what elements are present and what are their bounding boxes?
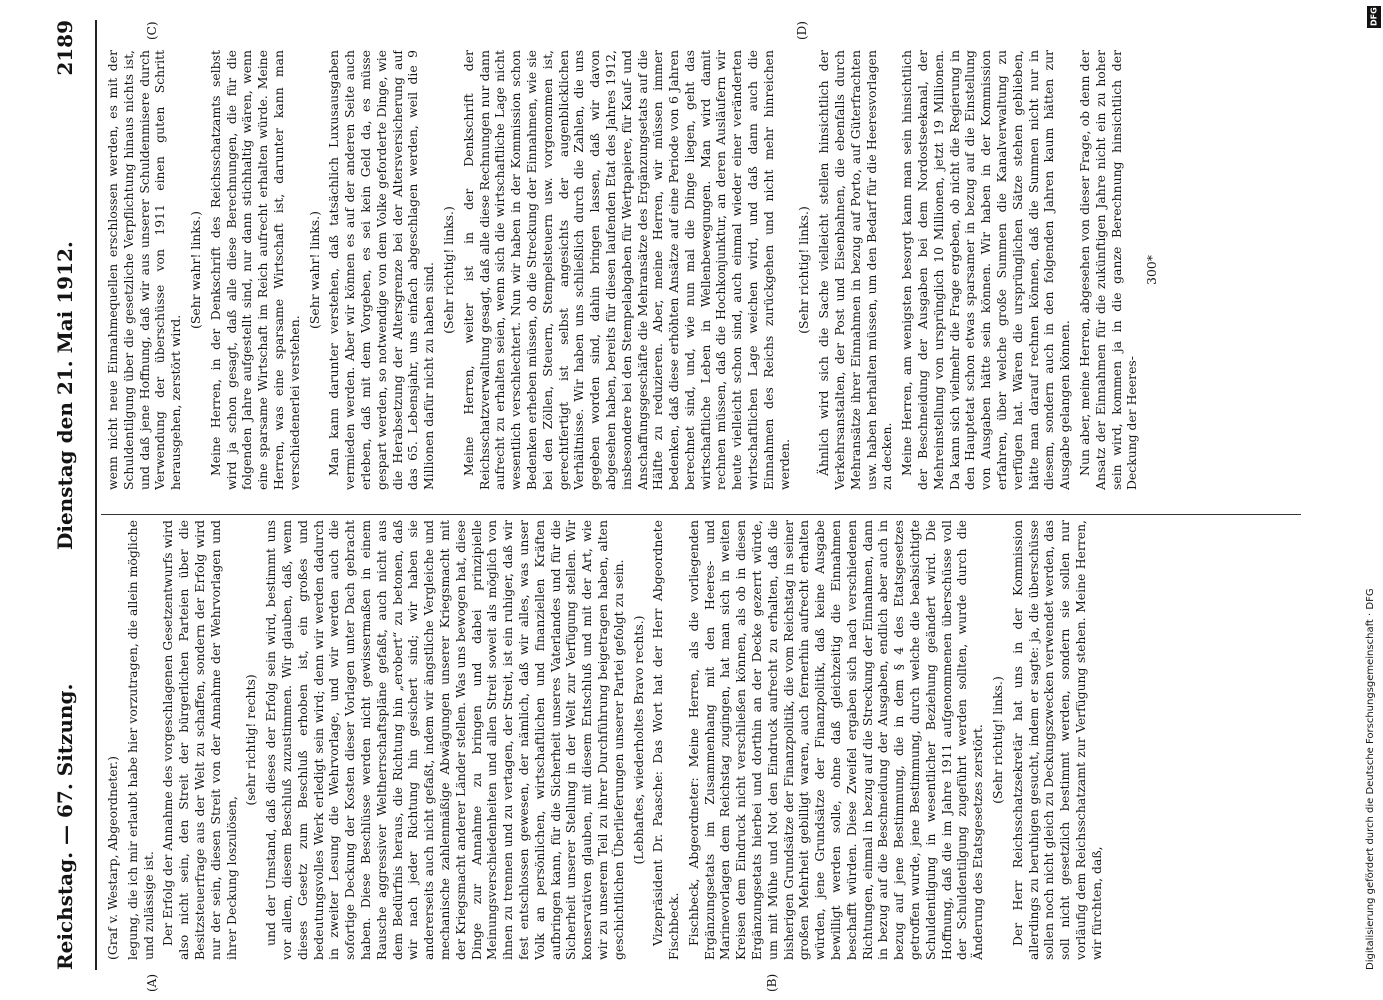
paragraph: wenn nicht neue Einnahmequellen erschlossen werden, es mit der Schuldentilgung über die gesetzliche Verpflichtung hinaus nichts ist, und daß jene Hoffnung, daß wir aus unserer Schuldenmisere durch Verwendung der überschüsse von 1911 einen guten Schritt herausgehen, zerstört wird. [105, 50, 184, 490]
margin-marker-a: (A) [145, 973, 159, 992]
header-rule [95, 20, 97, 970]
paragraph: Man kann darunter verstehen, daß tatsächlich Luxusausgaben vermieden werden. Aber wir können es auf der anderen Seite auch erleben, daß mit dem Vorgeben, es sei kein Geld da, es müsse gespart werden, so notwendige von dem Volke geforderte Dinge, wie die Herabsetzung der Altersgrenze bei der Altersversicherung auf das 65. Lebensjahr, uns einfach abgeschlagen werden, weil die 9 Millionen dafür nicht zu haben sind. [326, 50, 437, 490]
interjection: (Sehr wahr! links.) [187, 211, 203, 329]
sidebar-credit [1363, 0, 1383, 1000]
paragraph: Der Herr Reichsschatzsekretär hat uns in der Kommission allerdings zu beruhigen gesucht, indem er sagte: ja, die überschüsse sollen noch nicht gleich zu Deckungszwecken verwendet werden, das soll nicht gesetzlich bestimmt werden, sondern sie sollen nur vorläufig dem Reichsschatzamt zur Verfügung stehen. Meine Herren, wir fürchten, daß, [1009, 520, 1104, 960]
paragraph: Nun aber, meine Herren, abgesehen von dieser Frage, ob denn der Ansatz der Einnahmen für die zukünftigen Jahre nicht ein zu hoher sein wird, kommen ja in die ganze Berechnung hinsichtlich der Deckung der Heeres- [1077, 50, 1140, 490]
interjection: (Sehr richtig! links.) [440, 206, 456, 334]
paragraph: Meine Herren, in der Denkschrift des Reichsschatzamts selbst wird ja schon gesagt, daß alle diese Berechnungen, die für die folgenden Jahre aufgestellt sind, nur dann stichhaltig wären, wenn eine sparsame Wirtschaft im Reich aufrecht erhalten würde. Meine Herren, was eine sparsame Wirtschaft ist, darunter kann man verschiedenerlei verstehen. [207, 50, 302, 490]
margin-marker-b: (B) [765, 973, 779, 992]
paragraph: Meine Herren, am wenigsten besorgt kann man sein hinsichtlich der Beschneidung der Ausgaben bei dem Nordostseekanal, der Mehreinstellung von ursprünglich 10 Millionen, jetzt 19 Millionen. Da kann sich vielmehr die Frage ergeben, ob nicht die Regierung in den Hauptetat schon etwas sparsamer in bezug auf die Einstellung von Ausgaben hätte sein können. Wir haben in der Kommission erfahren, über welche große Summen die Kanalverwaltung zu verfügen hat. Wären die ursprünglichen Sätze stehen geblieben, hätte man darauf rechnen können, daß die Summen nicht nur in diesem, sondern auch in den folgenden Jahren kaum hätten zur Ausgabe gelangen können. [899, 50, 1073, 490]
interjection: (Sehr wahr! links.) [306, 211, 322, 329]
margin-marker-d: (D) [795, 21, 809, 40]
dfg-logo: DFG [1367, 6, 1381, 28]
paragraph: legung, die ich mir erlaubt habe hier vorzutragen, die allein mögliche und zulässige ist. [124, 520, 156, 960]
paragraph: Meine Herren, weiter ist in der Denkschrift der Reichsschatzverwaltung gesagt, daß alle diese Rechnungen nur dann aufrecht zu erhalten seien, wenn sich die wirtschaftliche Lage nicht wesentlich verschlechtert. Nun wir haben in der Kommission schon Bedenken erheben müssen, ob die Streckung der Einnahmen, wie sie bei den Zöllen, Steuern, Stempelsteuern usw. vorgenommen ist, gerechtfertigt ist selbst angesichts der augenblicklichen Verhältnisse. Wir haben uns schließlich durch die Zahlen, die uns gegeben worden sind, dahin bringen lassen, daß wir davon abgesehen haben, bereits für diesen laufenden Etat des Jahres 1912, insbesondere bei den Stempelabgaben für Wertpapiere, für Kauf- und Anschaffungsgeschäfte die Mehransätze des Ergänzungsetats auf die Hälfte zu reduzieren. Aber, meine Herren, wir müssen immer bedenken, daß diese erhöhten Ansätze auf eine Periode von 6 Jahren berechnet sind, und, wie nun mal die Dinge liegen, geht das wirtschaftliche Leben in Wellenbewegungen. Man wird damit rechnen müssen, daß die Hochkonjunktur, an deren Ausläufern wir heute vielleicht schon sind, auch einmal wieder einer veränderten wirtschaftlichen Lage weichen wird, und daß dann auch die Einnahmen des Reichs zurückgehen und nicht mehr hinreichen werden. [460, 50, 792, 490]
paragraph: Der Erfolg der Annahme des vorgeschlagenen Gesetzentwurfs wird also nicht sein, den Streit der bürgerlichen Parteien über die Besitzsteuerfrage aus der Welt zu schaffen, sondern der Erfolg wird nur der sein, diesen Streit von der Annahme der Wehrvorlagen und ihrer Deckung loszulösen, [160, 520, 239, 960]
interjection: (Sehr richtig! links.) [990, 676, 1006, 804]
column-divider [101, 514, 1301, 515]
interjection: (Lebhaftes, wiederholtes Bravo rechts.) [630, 615, 646, 865]
sidebar-credit-text: Digitalisierung gefördert durch die Deutsche Forschungsgemeinschaft · DFG [1365, 588, 1376, 970]
header-date: Dienstag den 21. Mai 1912. [53, 241, 77, 550]
signature-mark: 300* [1144, 255, 1160, 285]
header-left: Reichstag. — 67. Sitzung. [53, 683, 77, 970]
paragraph: und der Umstand, daß dieses der Erfolg sein wird, bestimmt uns vor allem, diesem Beschluß zuzustimmen. Wir glauben, daß, wenn dieses Gesetz zum Beschluß erhoben ist, ein großes und bedeutungsvolles Werk erledigt sein wird; denn wir werden dadurch in zweiter Lesung die Wehrvorlage, und wir werden auch die sofortige Deckung der Kosten dieser Vorlagen unter Dach gebracht haben. Diese Beschlüsse werden nicht gewissermaßen in einem Rausche aggressiver Weltherrschaftspläne gefaßt, auch nicht aus dem Bedürfnis heraus, die Richtung hin „erobert“ zu betonen, daß wir nach jeder Richtung hin gesichert sind; wir haben sie andererseits auch nicht gefaßt, indem wir ängstliche Vergleiche und mechanische zahlenmäßige Abwägungen unserer Kriegsmacht mit der Kriegsmacht anderer Länder stellen. Was uns bewogen hat, diese Dinge zur Annahme zu bringen und dabei prinzipielle Meinungsverschiedenheiten und allen Streit soweit als möglich von ihnen zu trennen und zu vertagen, der Streit, ist ein ruhiger, daß wir fest entschlossen gewesen, der nämlich, daß wir alles, was unser Volk an persönlichen, wirtschaftlichen und finanziellen Kräften aufbringen kann, für die Sicherheit unseres Vaterlandes und für die Sicherheit unserer Stellung in der Welt zur Verfügung stellen. Wir konservativen glauben, mit diesem Entschluß und mit der Art, wie wir zu unserem Teil zu ihrer Durchführung beigetragen haben, alten geschichtlichen Überlieferungen unserer Partei gefolgt zu sein. [263, 520, 626, 960]
page-number: 2189 [53, 20, 77, 76]
speaker-note: (Graf v. Westarp, Abgeordneter.) [105, 756, 120, 960]
margin-marker-c: (C) [145, 21, 159, 40]
interjection: (Sehr richtig! links.) [796, 206, 812, 334]
text-column-left [105, 520, 1305, 960]
paragraph: Fischbeck, Abgeordneter: Meine Herren, als die vorliegenden Ergänzungsetats im Zusammenhang mit den Heeres- und Marinevorlagen dem Reichstag zugingen, hat man sich in weiten Kreisen dem Eindruck nicht verschließen können, als ob in diesen Ergänzungsetats hierbei und dorthin an der Decke gezerrt würde, um mit Mühe und Not den Eindruck aufrecht zu erhalten, daß die bisherigen Grundsätze der Finanzpolitik, die vom Reichstag in seiner großen Mehrheit gebilligt waren, auch fernerhin aufrecht erhalten würden, jene Grundsätze der Finanzpolitik, daß keine Ausgabe bewilligt werden solle, ohne daß gleichzeitig die Einnahmen beschafft würden. Diese Zweifel ergaben sich nach verschiedenen Richtungen, einmal in bezug auf die Streckung der Einnahmen, dann in bezug auf die Beschneidung der Ausgaben, endlich aber auch in bezug auf jene Bestimmung, die in dem § 4 des Etatsgesetzes getroffen wurde, jene Bestimmung, durch welche die beabsichtigte Schuldentilgung in wesentlicher Beziehung geändert wird. Die Hoffnung, daß die im Jahre 1911 aufgenommenen überschüsse voll der Schuldentilgung zugeführt werden sollten, wurde durch die Änderung des Etatsgesetzes zerstört. [685, 520, 986, 960]
interjection: (sehr richtig! rechts) [243, 674, 259, 806]
paragraph: Ähnlich wird sich die Sache vielleicht stellen hinsichtlich der Verkehrsanstalten, der Post und Eisenbahnen, die ebenfalls durch Mehransätze ihrer Einnahmen in bezug auf Porto, auf Güterfrachten usw. haben herhalten müssen, um den Bedarf für die Heeresvorlagen zu decken. [816, 50, 895, 490]
paragraph: Vizepräsident Dr. Paasche: Das Wort hat der Herr Abgeordnete Fischbeck. [650, 520, 682, 960]
rotated-page [35, 0, 1355, 1000]
page-header [43, 20, 89, 970]
text-column-right [105, 50, 1305, 490]
